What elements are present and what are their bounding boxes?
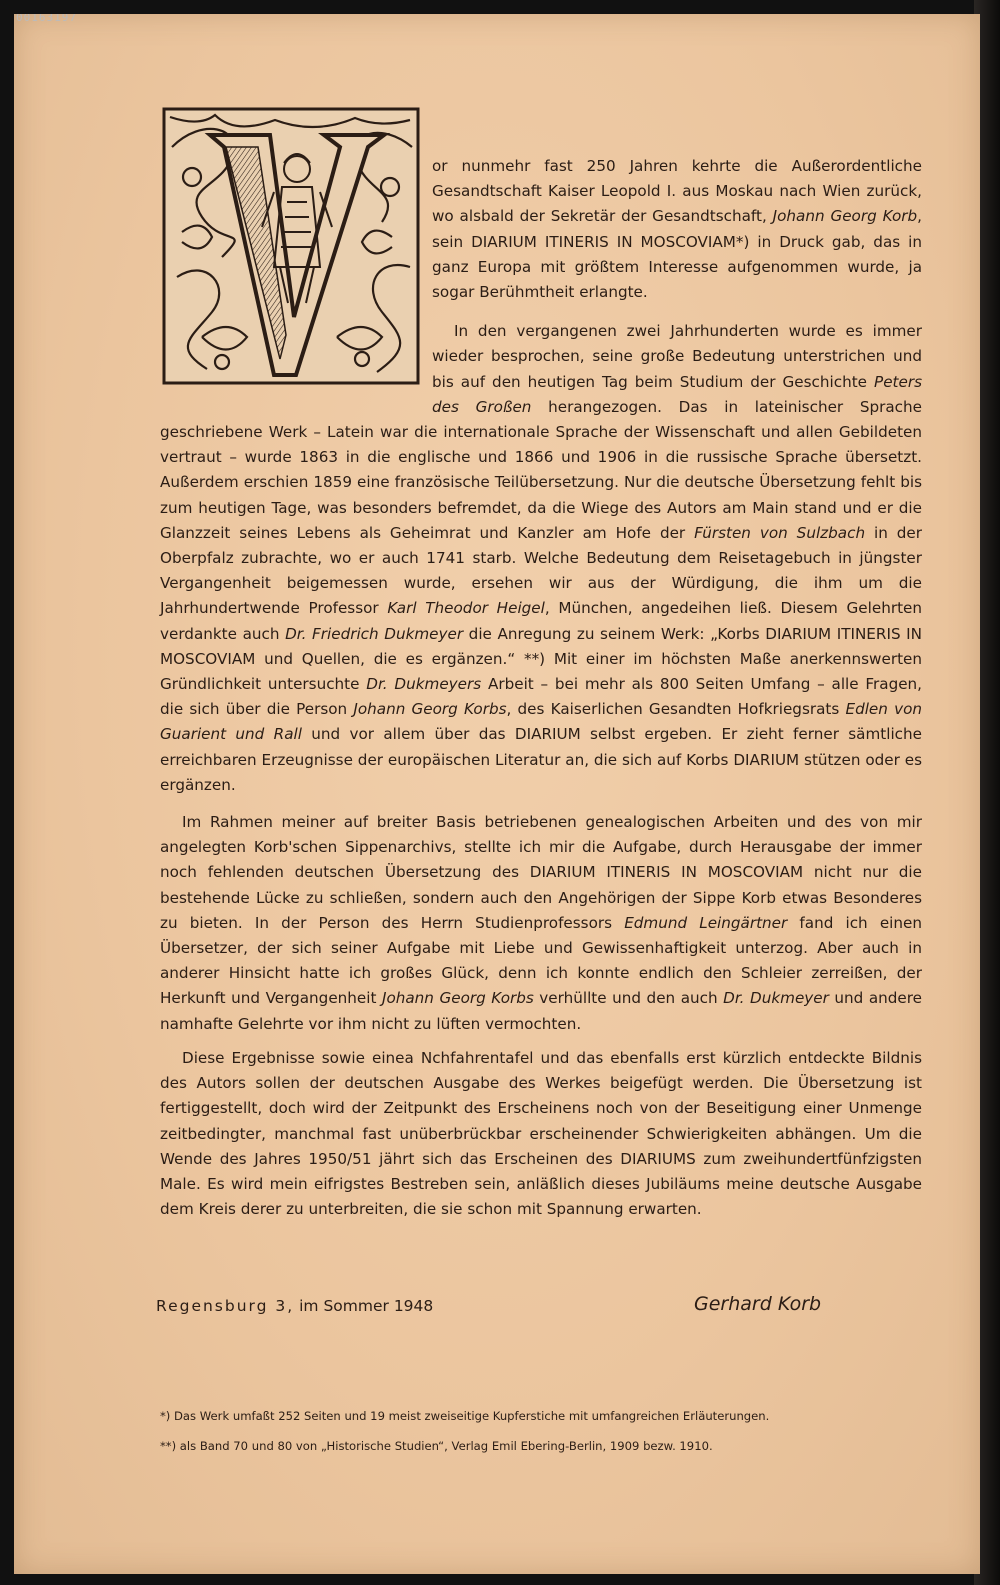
italic-name: Peters des Großen bbox=[432, 372, 922, 416]
paragraph-2 bbox=[160, 810, 922, 1037]
italic-name: Karl Theodor Heigel bbox=[387, 599, 545, 618]
text-run: , München, angedeihen ließ. Diesem Gelehrten verdankte auch bbox=[160, 599, 922, 643]
italic-name: Dr. Dukmeyers bbox=[366, 675, 482, 694]
text-run: und andere namhafte Gelehrte vor ihm nicht zu lüften vermochten. bbox=[160, 989, 922, 1033]
paragraph-1 bbox=[160, 154, 922, 798]
text-run: fand ich einen Übersetzer, der sich seiner Aufgabe mit Liebe und Gewissenhaftigkeit unterzog. Aber auch in anderer Hinsicht hatte ich großes Glück, denn ich konnte endlich den Schleier zerreißen, der Herkunft und Vergangenheit bbox=[160, 913, 922, 1008]
text-run: or nunmehr fast 250 Jahren kehrte die Außerordentliche Gesandtschaft Kaiser Leopold I. aus Moskau nach Wien zurück, wo alsbald der Sekretär der Gesandtschaft, bbox=[432, 157, 922, 226]
text-run: und vor allem über das DIARIUM selbst ergeben. Er zieht ferner sämtliche erreichbaren Erzeugnisse der europäischen Literatur an, die sich auf Korbs DIARIUM stützen oder es ergänzen. bbox=[160, 725, 922, 794]
text-run: Im Rahmen meiner auf breiter Basis betriebenen genealogischen Arbeiten und des von mir angelegten Korb'schen Sippenarchivs, stellte ich mir die Aufgabe, durch Herausgabe der immer noch fehlenden deutschen Übersetzung des DIARIUM ITINERIS IN MOSCOVIAM nicht nur die bestehende Lücke zu schließen, sondern auch den Angehörigen der Sippe Korb etwas Besonderes zu bieten. In der Person des Herrn Studienprofessors bbox=[160, 813, 922, 932]
text-run: , des Kaiserlichen Gesandten Hofkriegsrats bbox=[506, 700, 846, 719]
text-run: Arbeit – bei mehr als 800 Seiten Umfang – alle Fragen, die sich über die Person bbox=[160, 675, 923, 719]
italic-name: Johann Georg Korb bbox=[772, 207, 918, 226]
signature: Gerhard Korb bbox=[694, 1293, 822, 1315]
italic-name: Johann Georg Korbs bbox=[353, 700, 507, 719]
place-date-rest: im Sommer 1948 bbox=[294, 1297, 434, 1315]
text-run: , sein DIARIUM ITINERIS IN MOSCOVIAM*) in Druck gab, das in ganz Europa mit größtem Interesse aufgenommen wurde, ja sogar Berühmtheit erlangte. bbox=[432, 207, 922, 302]
text-run: in der Oberpfalz zubrachte, wo er auch 1741 starb. Welche Bedeutung dem Reisetagebuch in jüngster Vergangenheit beigemessen wurde, ersehen wir aus der Würdigung, die ihm um die Jahrhundertwende Professor bbox=[160, 523, 922, 618]
footnote-1: *) Das Werk umfaßt 252 Seiten und 19 meist zweiseitige Kupferstiche mit umfangreichen Erläuterungen. bbox=[160, 1409, 770, 1423]
text-run: Diese Ergebnisse sowie einea Nchfahrentafel und das ebenfalls erst kürzlich entdeckte Bildnis des Autors sollen der deutschen Ausgabe des Werkes beigefügt werden. Die Übersetzung ist fertiggestellt, doch wird der Zeitpunkt des Erscheinens noch von der Beseitigung einer Unmenge zeitbedingter, manchmal fast unüberbrückbar erscheinender Schwierigkeiten abhängen. Um die Wende des Jahres 1950/51 jährt sich das Erscheinen des DIARIUMS zum zweihundertfünfzigsten Male. Es wird mein eifrigstes Bestreben sein, anläßlich dieses Jubiläums meine deutsche Ausgabe dem Kreis derer zu unterbreiten, die sie schon mit Spannung erwarten. bbox=[160, 1049, 922, 1219]
text-run: In den vergangenen zwei Jahrhunderten wurde es immer wieder besprochen, seine große Bedeutung unterstrichen und bis auf den heutigen Tag beim Studium der Geschichte bbox=[432, 322, 922, 391]
italic-name: Edmund Leingärtner bbox=[624, 913, 788, 932]
text-run: die Anregung zu seinem Werk: „Korbs DIARIUM ITINERIS IN MOSCOVIAM und Quellen, die es ergänzen.“ **) Mit einer im höchsten Maße anerkennswerten Gründlichkeit untersuchte bbox=[160, 624, 923, 694]
italic-name: Dr. Friedrich Dukmeyer bbox=[285, 624, 464, 643]
document-page bbox=[14, 14, 980, 1574]
italic-name: Johann Georg Korbs bbox=[381, 989, 534, 1008]
italic-name: Edlen von Guarient und Rall bbox=[160, 700, 922, 744]
italic-name: Fürsten von Sulzbach bbox=[694, 523, 866, 542]
place-date bbox=[156, 1297, 433, 1315]
footnote-2: **) als Band 70 und 80 von „Historische Studien“, Verlag Emil Ebering-Berlin, 1909 bezw. 1910. bbox=[160, 1439, 713, 1453]
paragraph-3 bbox=[160, 1046, 922, 1222]
italic-name: Dr. Dukmeyer bbox=[723, 989, 829, 1008]
place-city: Regensburg 3, bbox=[156, 1297, 295, 1315]
initial-float-spacer bbox=[160, 154, 432, 400]
text-run: verhüllte und den auch bbox=[533, 989, 724, 1008]
text-run: herangezogen. Das in lateinischer Sprache geschriebene Werk – Latein war die internationale Sprache der Wissenschaft und allen Gebildeten vertraut – wurde 1863 in die englische und 1866 und 1906 in die russische Sprache übersetzt. Außerdem erschien 1859 eine französische Teilübersetzung. Nur die deutsche Übersetzung fehlt bis zum heutigen Tage, was besonders befremdet, da die Wiege des Autors am Main stand und er die Glanzzeit seines Lebens als Geheimrat und Kanzler am Hofe der bbox=[160, 397, 922, 542]
archive-number: 00163197 bbox=[16, 14, 77, 24]
